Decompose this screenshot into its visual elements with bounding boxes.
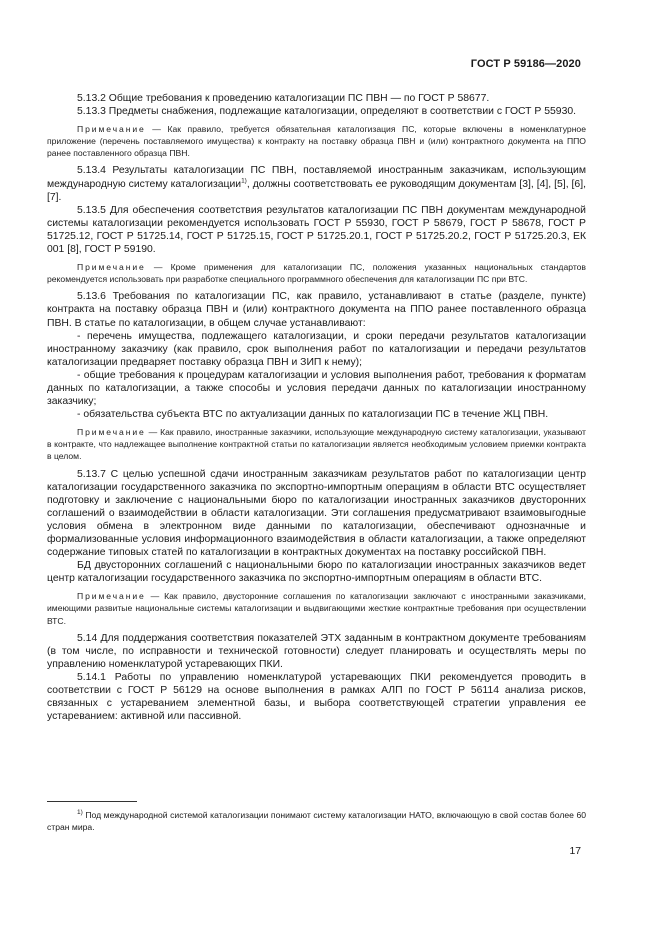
note-2 [47,261,586,285]
list-item-dash-1: - перечень имущества, подлежащего каталогизации, и сроки передачи результатов каталогизации иностранному заказчику (как правило, срок выполнения работ по каталогизации и передачи результатов каталогизации предваряет поставку образца ПВН и ЗИП к нему); [47,330,586,368]
footnote-separator [47,801,137,802]
note-1 [47,123,586,159]
note-label: Примечание [77,124,146,135]
paragraph-5-13-7: 5.13.7 С целью успешной сдачи иностранным заказчикам результатов работ по каталогизации центр каталогизации государственного заказчика по экспортно-импортным операциям в области ВТС осуществляет подготовку и заключение с национальными бюро по каталогизации иностранных заказчиков двусторонних соглашений о взаимодействии в области каталогизации. Эти соглашения предусматривают взаимовыгодные условия обмена в электронном виде данными по каталогизации, обеспечивают однозначные и формализованные условия информационного взаимодействия в области каталогизации, а также определяют содержание типовых статей по каталогизации в контрактных документах на поставку российской ПВН. [47,468,586,559]
note-text: — Как правило, требуется обязательная каталогизация ПС, которые включены в номенклатурное приложение (перечень поставляемого имущества) к контракту на поставку образца ПВН и (или) контрактного документа на ППО ранее поставленного образца ПВН. [47,124,586,159]
document-body [47,92,586,723]
list-item-dash-2: - общие требования к процедурам каталогизации и условия выполнения работ, требования к форматам данных по каталогизации, а также способы и условия передачи данных по каталогизации иностранному заказчику; [47,369,586,408]
paragraph-text: 5.13.4 Результаты каталогизации ПС ПВН, поставляемой иностранным заказчикам, использующим международную систему каталогизации [47,165,586,190]
note-text: — Как правило, иностранные заказчики, использующие международную систему каталогизации, указывают в контракте, что надлежащее выполнение контрактной статьи по каталогизации является необходимым условием приемки контракта в целом. [47,427,586,462]
paragraph-5-13-3: 5.13.3 Предметы снабжения, подлежащие каталогизации, определяют в соответствии с ГОСТ Р 55930. [77,106,577,118]
paragraph-5-14-1: 5.14.1 Работы по управлению номенклатурой устаревающих ПКИ рекомендуется проводить в соответствии с ГОСТ Р 56129 на основе выполнения в рамках АЛП по ГОСТ Р 56114 анализа рисков, связанных с устареванием элементной базы, и выбора соответствующей стратегии управления ее устареванием: активной или пассивной. [47,671,586,723]
paragraph-5-13-4 [47,164,586,203]
note-4 [47,590,586,626]
footnote-reference: 1) [241,177,247,185]
document-id-header: ГОСТ Р 59186—2020 [470,58,581,70]
note-label: Примечание [77,262,146,273]
paragraph-bd-agreements: БД двусторонних соглашений с национальными бюро по каталогизации иностранных заказчиков ведет центр каталогизации государственного заказчика по экспортно-импортным операциям в области ВТС. [47,560,586,585]
footnote-text: Под международной системой каталогизации понимают систему каталогизации НАТО, включающую в свой состав более 60 стран мира. [47,810,586,832]
note-label: Примечание [77,591,146,602]
note-text: — Как правило, двусторонние соглашения по каталогизации заключают с иностранными заказчиками, имеющими развитые национальные системы каталогизации и выдвигающими жесткие контрактные требования при осуществлении ВТС. [47,591,586,626]
footnote [47,809,586,833]
paragraph-text: , должны соответствовать ее руководящим документам [3], [4], [5], [6], [7]. [47,178,586,203]
footnote-mark: 1) [77,809,83,817]
paragraph-5-14: 5.14 Для поддержания соответствия показателей ЭТХ заданным в контрактном документе требованиям (в том числе, по исправности и технической готовности) следует планировать и осуществлять меры по управлению номенклатурой устаревающих ПКИ. [47,632,586,670]
page-number: 17 [569,846,581,857]
paragraph-5-13-2: 5.13.2 Общие требования к проведению каталогизации ПС ПВН — по ГОСТ Р 58677. [77,93,490,104]
paragraph-5-13-5: 5.13.5 Для обеспечения соответствия результатов каталогизации ПС ПВН документам международной системы каталогизации рекомендуется использовать ГОСТ Р 55930, ГОСТ Р 58679, ГОСТ Р 58678, ГОСТ Р 51725.12, ГОСТ Р 51725.14, ГОСТ Р 51725.15, ГОСТ Р 51725.20.1, ГОСТ Р 51725.20.2, ГОСТ Р 51725.20.3, ЕК 001 [8], ГОСТ Р 59190. [47,204,586,256]
note-label: Примечание [77,427,146,438]
list-item-dash-3: - обязательства субъекта ВТС по актуализации данных по каталогизации ПС в течение ЖЦ ПВН. [77,409,549,421]
paragraph-5-13-6: 5.13.6 Требования по каталогизации ПС, как правило, устанавливают в статье (разделе, пункте) контракта на поставку образца ПВН и (или) контрактного документа на ППО ранее поставленного образца ПВН. В статье по каталогизации, в общем случае устанавливают: [47,291,586,329]
note-3 [47,426,586,462]
note-text: — Кроме применения для каталогизации ПС, положения указанных национальных стандартов рекомендуется использовать при разработке специального программного обеспечения для каталогизации ПС при ВТС. [47,262,586,285]
